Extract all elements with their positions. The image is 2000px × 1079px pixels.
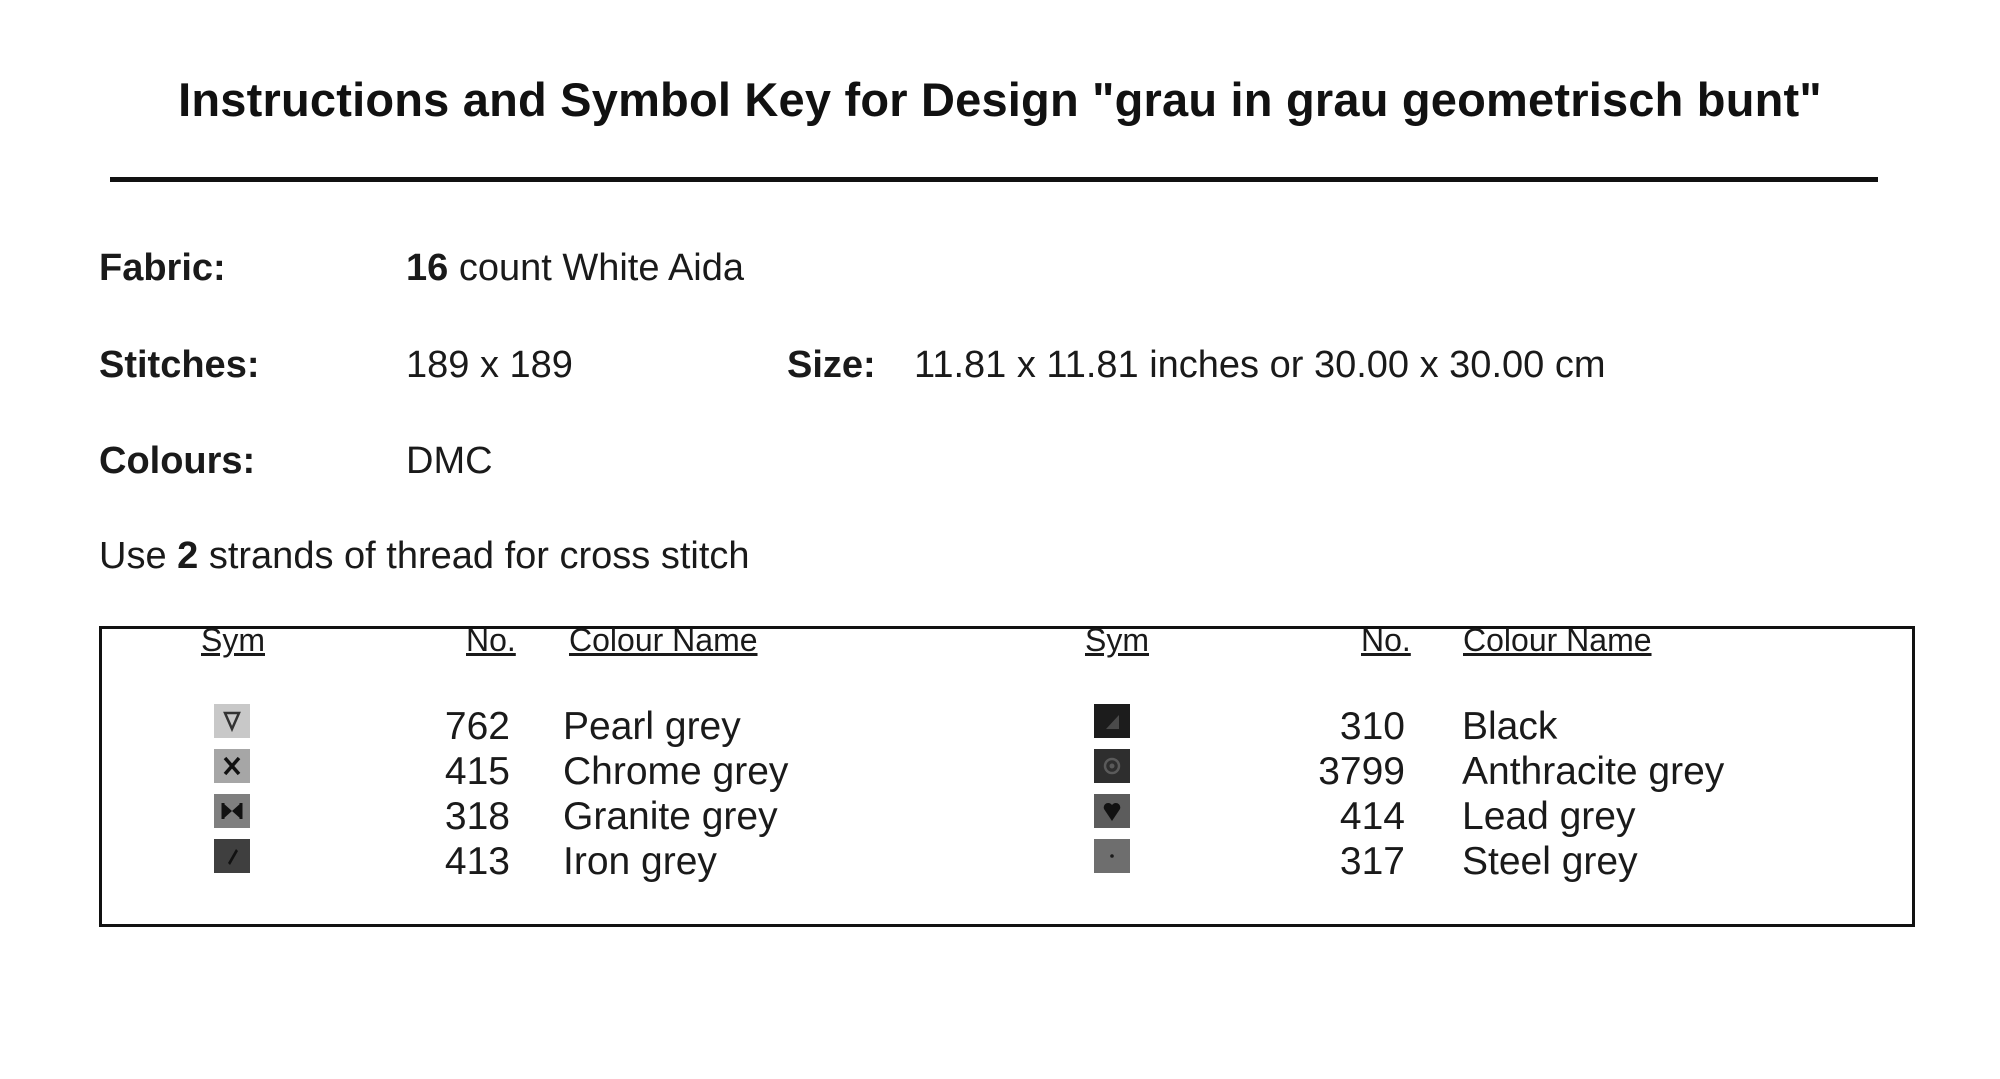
strands-post: strands of thread for cross stitch [198, 535, 750, 577]
colour-name: Lead grey [1462, 795, 1636, 838]
colours-label: Colours: [99, 440, 256, 482]
strands-pre: Use [99, 535, 178, 577]
dmc-number: 3799 [1318, 750, 1405, 793]
fabric-description: count White Aida [448, 247, 745, 289]
fabric-count: 16 [406, 247, 449, 289]
dmc-number: 413 [444, 840, 510, 883]
colour-name: Anthracite grey [1462, 750, 1725, 793]
cross-icon [214, 749, 250, 783]
dmc-number: 762 [444, 705, 510, 748]
fabric-value [406, 247, 744, 290]
dmc-number: 318 [444, 795, 510, 838]
stitches-value: 189 x 189 [406, 344, 573, 386]
title-divider [110, 177, 1878, 182]
header-name-right: Colour Name [1463, 622, 1652, 658]
colour-name: Black [1462, 705, 1558, 748]
heart-icon [1094, 794, 1130, 828]
wedge-icon [1094, 704, 1130, 738]
header-sym-left: Sym [201, 622, 265, 658]
dmc-number: 414 [1339, 795, 1405, 838]
colour-name: Granite grey [563, 795, 778, 838]
size-value: 11.81 x 11.81 inches or 30.00 x 30.00 cm [914, 344, 1606, 386]
circle-icon [1094, 749, 1130, 783]
dmc-number: 317 [1339, 840, 1405, 883]
header-name-left: Colour Name [569, 622, 758, 658]
colour-name: Steel grey [1462, 840, 1638, 883]
strands-instruction [99, 535, 750, 578]
colours-value: DMC [406, 440, 493, 482]
colour-name: Pearl grey [563, 705, 741, 748]
strands-count: 2 [177, 535, 199, 577]
colour-name: Iron grey [563, 840, 717, 883]
stitches-label: Stitches: [99, 344, 260, 386]
dmc-number: 415 [444, 750, 510, 793]
header-no-right: No. [1361, 622, 1411, 658]
colour-name: Chrome grey [563, 750, 789, 793]
size-label: Size: [787, 344, 876, 386]
fabric-label: Fabric: [99, 247, 226, 289]
dmc-number: 310 [1339, 705, 1405, 748]
page-title: Instructions and Symbol Key for Design "grau in grau geometrisch bunt" [178, 73, 1822, 126]
slash-icon [214, 839, 250, 873]
header-no-left: No. [466, 622, 516, 658]
header-sym-right: Sym [1085, 622, 1149, 658]
dot-icon [1094, 839, 1130, 873]
bowtie-icon [214, 794, 250, 828]
triangle-down-icon [214, 704, 250, 738]
